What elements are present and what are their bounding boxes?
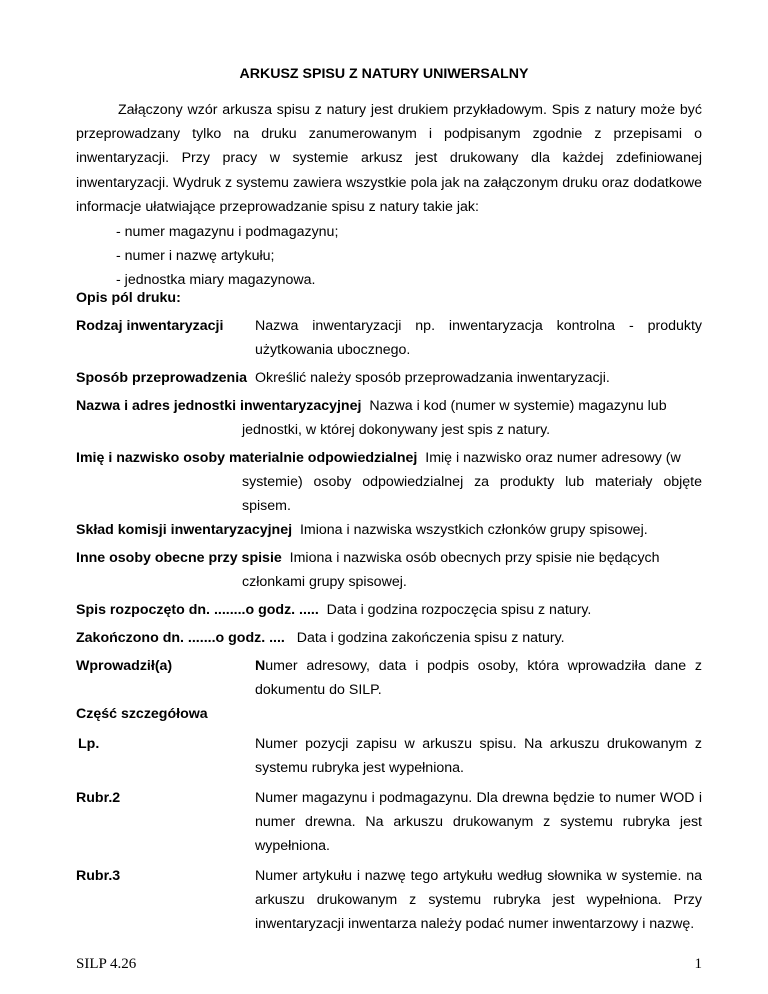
field-description: Imiona i nazwiska wszystkich członków grupy spisowej.: [299, 522, 648, 538]
field-nazwa-adres: [76, 394, 702, 442]
field-label: Inne osoby obecne przy spisie: [76, 550, 282, 566]
list-item: - numer magazynu i podmagazynu;: [116, 224, 339, 240]
detail-description: Numer artykułu i nazwę tego artykułu według słownika w systemie. na arkuszu drukowanym z systemu rubryka jest wypełniona. Przy inwentaryzacji inwentarza należy podać numer inwentarzowy i nazwę.: [255, 868, 702, 932]
field-description: Imię i nazwisko oraz numer adresowy (w: [425, 450, 681, 466]
list-item: - numer i nazwę artykułu;: [116, 248, 275, 265]
detail-lp: [76, 732, 702, 780]
field-description: Nazwa i kod (numer w systemie) magazynu lub: [369, 398, 667, 414]
field-label: Spis rozpoczęto dn. ........o godz. .....: [76, 602, 319, 618]
detail-rubr3: [76, 864, 702, 936]
field-inne-osoby: [76, 546, 702, 594]
field-label: Imię i nazwisko osoby materialnie odpowiedzialnej: [76, 450, 418, 466]
field-description-cont: jednostki, w której dokonywany jest spis z natury.: [242, 422, 551, 438]
field-description: Imiona i nazwiska osób obecnych przy spisie nie będących: [289, 550, 660, 566]
field-description: Data i godzina rozpoczęcia spisu z natury.: [326, 602, 592, 618]
list-item: - jednostka miary magazynowa.: [116, 272, 316, 289]
fields-heading: Opis pól druku:: [76, 290, 181, 306]
field-sposob: [76, 366, 702, 390]
field-label: Nazwa i adres jednostki inwentaryzacyjnej: [76, 398, 362, 414]
detail-label: Lp.: [78, 736, 100, 752]
field-description-initial: N: [255, 658, 266, 674]
intro-text: Załączony wzór arkusza spisu z natury jest drukiem przykładowym. Spis z natury może być przeprowadzany tylko na druku zanumerowanym i podpisanym zgodnie z przepisami o inwentaryzacji. Przy pracy w systemie arkusz jest drukowany dla każdej zdefiniowanej inwentaryzacji. Wydruk z systemu zawiera wszystkie pola jak na załączonym druku oraz dodatkowe informacje ułatwiające przeprowadzanie spisu z natury takie jak:: [76, 102, 702, 215]
field-imie-nazwisko: [76, 446, 702, 518]
field-zakonczono: [76, 626, 702, 650]
field-wprowadzil: [76, 654, 702, 702]
field-sklad-komisji: [76, 518, 702, 542]
field-description: Określić należy sposób przeprowadzania inwentaryzacji.: [254, 370, 610, 386]
field-label: Skład komisji inwentaryzacyjnej: [76, 522, 293, 538]
field-rodzaj: [76, 314, 702, 362]
field-label: Zakończono dn. .......o godz. ....: [76, 630, 285, 646]
detail-label: Rubr.2: [76, 790, 121, 806]
field-description-rest: umer adresowy, data i podpis osoby, która wprowadziła dane z dokumentu do SILP.: [255, 658, 702, 698]
field-description-cont: systemie) osoby odpowiedzialnej za produkty lub materiały objęte spisem.: [242, 474, 702, 514]
detail-heading: Część szczegółowa: [76, 706, 208, 722]
page-title: ARKUSZ SPISU Z NATURY UNIWERSALNY: [239, 66, 529, 82]
field-spis-rozpoczeto: [76, 598, 702, 622]
field-label: Wprowadził(a): [76, 658, 173, 674]
field-description-cont: członkami grupy spisowej.: [242, 574, 407, 590]
field-description: Data i godzina zakończenia spisu z natury.: [296, 630, 565, 646]
field-description: Nazwa inwentaryzacji np. inwentaryzacja kontrolna - produkty użytkowania ubocznego.: [255, 318, 702, 358]
detail-label: Rubr.3: [76, 868, 121, 884]
intro-paragraph: [76, 98, 702, 219]
detail-rubr2: [76, 786, 702, 858]
field-label: Rodzaj inwentaryzacji: [76, 318, 224, 334]
field-label: Sposób przeprowadzenia: [76, 370, 248, 386]
detail-description: Numer pozycji zapisu w arkuszu spisu. Na arkuszu drukowanym z systemu rubryka jest wypełniona.: [255, 736, 702, 776]
info-list: [116, 220, 338, 293]
page-number: 1: [694, 956, 702, 972]
field-description: [255, 654, 702, 702]
detail-description: Numer magazynu i podmagazynu. Dla drewna będzie to numer WOD i numer drewna. Na arkuszu drukowanym z systemu rubryka jest wypełniona.: [255, 790, 702, 854]
footer-version: SILP 4.26: [76, 956, 137, 972]
